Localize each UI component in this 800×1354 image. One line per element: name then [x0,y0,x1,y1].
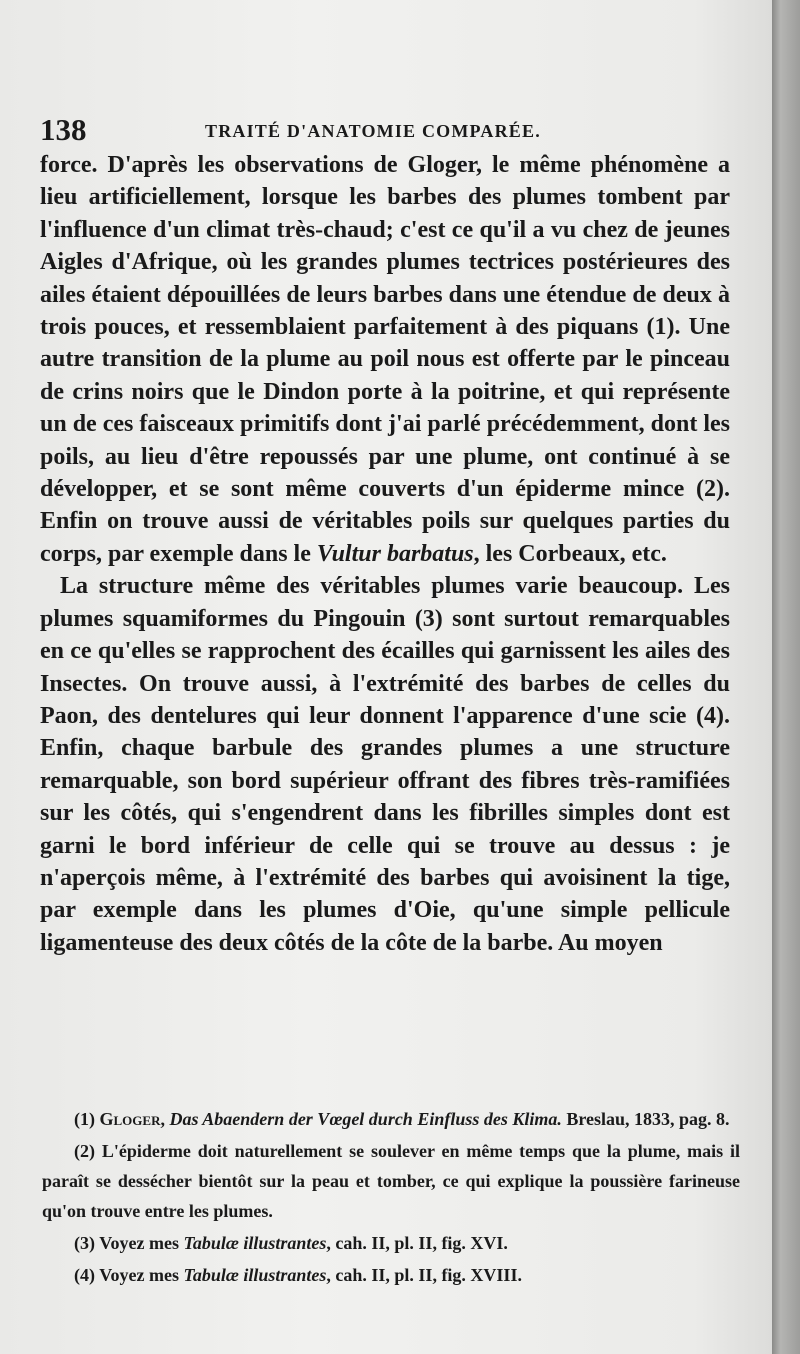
footnote-4 [42,1260,740,1290]
footnote-2 [42,1136,740,1226]
footnote-3 [42,1228,740,1258]
footnote-2-text: L'épiderme doit naturellement se soulever en même temps que la plume, mais il paraît se dessécher bientôt sur la peau et tomber, ce qui explique la poussière farineuse qu'on trouve entre les plumes. [42,1141,740,1221]
body-text [40,149,730,959]
footnote-1-author: Gloger [99,1109,161,1129]
species-name: Vultur barbatus [316,540,474,567]
page-number: 138 [40,112,87,147]
footnote-1: (1) Gloger, Das Abaendern der Vœgel durch Einfluss des Klima. Breslau, 1833, pag. 8. [74,1109,730,1129]
footnote-4-before: Voyez mes [99,1265,184,1285]
footnote-3-title: Tabulæ illustrantes [183,1233,327,1253]
footnote-3-before: Voyez mes [99,1233,184,1253]
footnote-1-marker: (1) [74,1109,95,1129]
footnote-4-marker: (4) [74,1265,95,1285]
footnote-3-after: , cah. II, pl. II, fig. XVI. [326,1233,508,1253]
footnote-4-after: , cah. II, pl. II, fig. XVIII. [326,1265,522,1285]
paragraph-2: La structure même des véritables plumes varie beaucoup. Les plumes squamiformes du Pingouin (3) sont surtout remarquables en ce qu'elles se rapprochent des écailles qui garnissent les ailes des Insectes. On trouve aussi, à l'extrémité des barbes de celles du Paon, des dentelures qui leur donnent l'apparence d'une scie (4). Enfin, chaque barbule des grandes plumes a une structure remarquable, son bord supérieur offrant des fibres très-ramifiées sur les côtés, qui s'engendrent dans les fibrilles simples dont est garni le bord inférieur de celle qui se trouve au dessus : je n'aperçois même, à l'extrémité des barbes qui avoisinent la tige, par exemple dans les plumes d'Oie, qu'une simple pellicule ligamenteuse des deux côtés de la côte de la barbe. Au moyen [40,573,730,956]
footnote-1-rest: Breslau, 1833, pag. 8. [561,1109,730,1129]
paragraph-1-text: force. D'après les observations de Gloger, le même phénomène a lieu artificiellement, lorsque les barbes des plumes tombent par l'influence d'un climat très-chaud; c'est ce qu'il a vu chez de jeunes Aigles d'Afrique, où les grandes plumes tectrices postérieures des ailes étaient dépouillées de leurs barbes dans une étendue de deux à trois pouces, et ressemblaient parfaitement à des piquans (1). Une autre transition de la plume au poil nous est offerte par le pinceau de crins noirs que le Dindon porte à la poitrine, et qui représente un de ces faisceaux primitifs dont j'ai parlé précédemment, dont les poils, au lieu d'être repoussés par une plume, ont continué à se développer, et se sont même couverts d'un épiderme mince (2). Enfin on trouve aussi de véritables poils sur quelques parties du corps, par exemple dans le [40,152,730,567]
paragraph-1 [40,149,730,570]
page-edge [772,0,800,1354]
footnote-4-title: Tabulæ illustrantes [183,1265,327,1285]
footnote-1-title: Das Abaendern der Vœgel durch Einfluss des Klima. [169,1109,562,1129]
footnotes [42,1104,740,1292]
footnote-2-marker: (2) [74,1141,95,1161]
running-head: TRAITÉ D'ANATOMIE COMPARÉE. [205,121,541,141]
page-header [40,112,740,152]
paragraph-1-end: , les Corbeaux, etc. [473,540,667,567]
footnote-3-marker: (3) [74,1233,95,1253]
